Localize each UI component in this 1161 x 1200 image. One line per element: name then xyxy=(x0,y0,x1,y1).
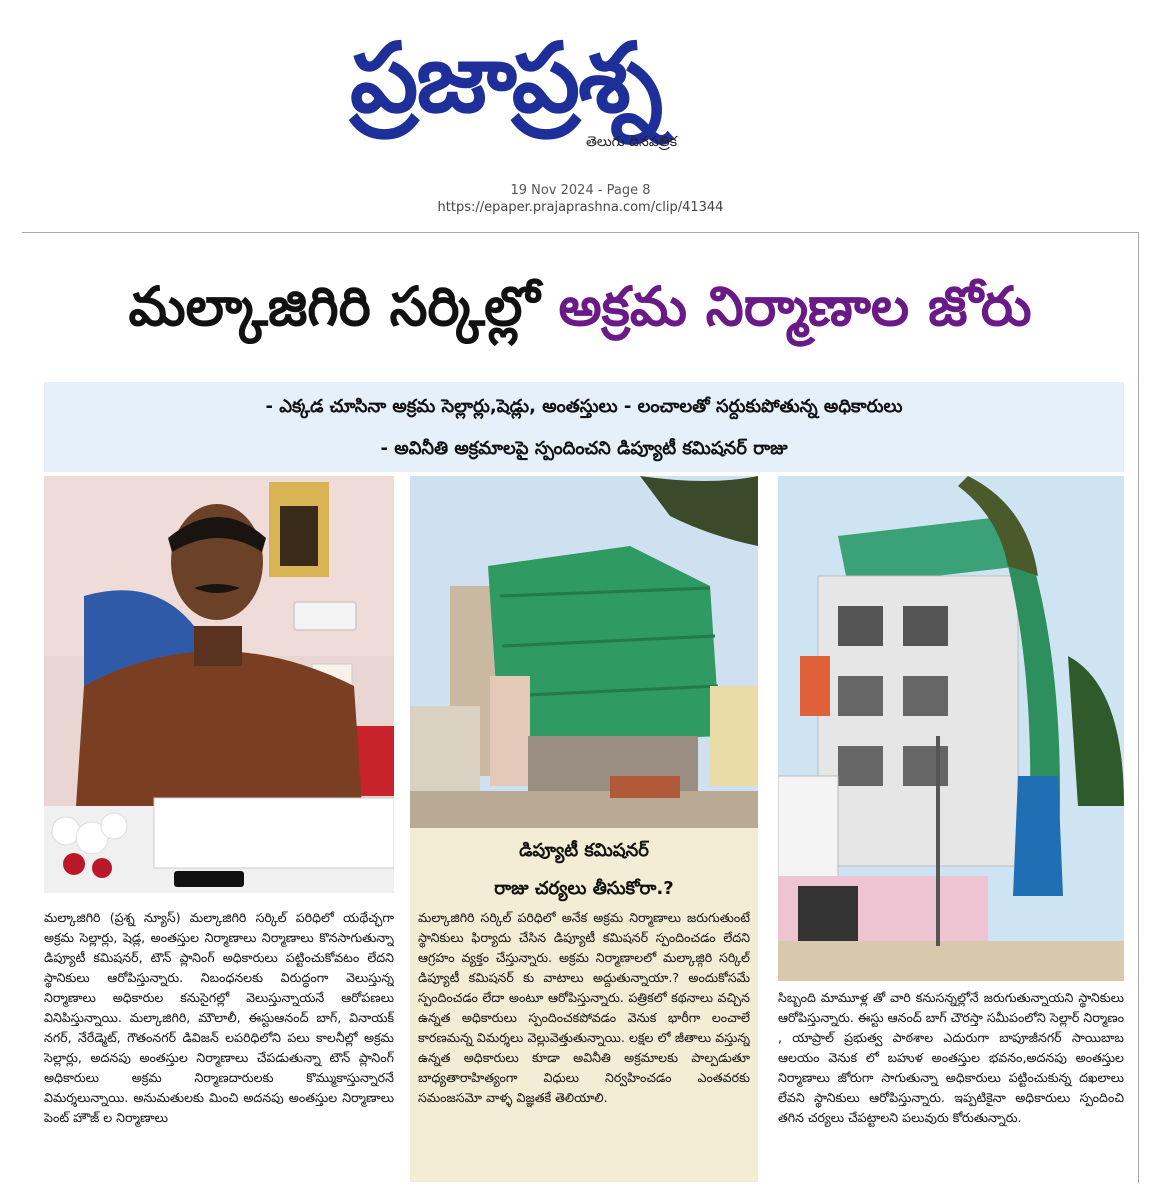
article-column-1: మల్కాజిగిరి (ప్రశ్న న్యూస్) మల్కాజిగిరి సర్కిల్ పరిధిలో యథేచ్ఛగా అక్రమ సెల్లార్లు, షెడ్ల, అంతస్తుల నిర్మాణాలు నిర్మాణాలు కొనసాగుతున్నా డిప్యూటీ కమిషనర్, టౌన్ ప్లానింగ్ అధికారులు పట్టించుకోవటం లేదని స్థానికులు ఆరోపిస్తున్నారు. నిబంధనలకు విరుద్ధంగా వెలుస్తున్న నిర్మాణాలు అధికారుల కనుసైగల్లో వెలుస్తున్నాయనే ఆరోపణలు వినిపిస్తున్నాయి. మల్కాజిగిరి, మౌలాలీ, ఈస్టుఆనంద్ బాగ్, వినాయక్ నగర్, నేరేడ్మెట్, గౌతంనగర్ డివిజన్ లపరిధిలోని పలు కాలనీల్లో అక్రమ సెల్లార్లు, అదనపు అంతస్తుల నిర్మాణాలు చేపడుతున్నా టౌన్ ప్లానింగ్ అధికారులు అక్రమ నిర్మాణదారులకు కొమ్ముకాస్తున్నారనే విమర్శలున్నాయి. అనుమతులకు మించి అదనపు అంతస్తుల నిర్మాణాలు పెంట్ హౌజ్ ల నిర్మాణాలు xyxy=(44,910,394,1125)
subhead-1: - ఎక్కడ చూసినా అక్రమ సెల్లార్లు,షెడ్లు, అంతస్తులు - లంచాలతో సర్దుకుపోతున్న అధికారులు xyxy=(265,396,903,417)
clip-url[interactable]: https://epaper.prajaprashna.com/clip/41344 xyxy=(437,200,724,215)
caption-line-2: రాజు చర్యలు తీసుకోరా.? xyxy=(494,878,674,899)
photo-building-2 xyxy=(778,476,1124,981)
subhead-2: - అవినీతి అక్రమాలపై స్పందించని డిప్యూటీ కమిషనర్ రాజు xyxy=(380,438,788,459)
subhead-box xyxy=(44,382,1124,472)
photo-officer-image xyxy=(44,476,394,893)
masthead xyxy=(0,0,1161,175)
newspaper-logo xyxy=(350,18,810,148)
caption-box xyxy=(410,828,758,920)
logo-subtitle: తెలుగు దినపత్రిక xyxy=(586,134,678,150)
headline xyxy=(22,262,1138,352)
logo-title: ప్రజాప్రశ్న xyxy=(350,21,662,134)
article-column-3: సిబ్బంది మామూళ్ల తో వారి కనుసన్నల్లోనే జరుగుతున్నాయని స్థానికులు ఆరోపిస్తున్నారు. ఈస్టు ఆనంద్ బాగ్ చౌరస్తా సమీపంలోని సెల్లార్ నిర్మాణం , యాప్రాల్ ప్రభుత్వ పాఠశాల ఎదురుగా బాపూజీనగర్ సాయిబాబ ఆలయం వెనుక లో బహుళ అంతస్తుల భవనం,అదనపు అంతస్తుల నిర్మాణాలు జోరుగా సాగుతున్నా అధికారులు పట్టించుకున్న దఖలాలు లేవని స్థానికులు ఆరోపిస్తున్నారు. ఇప్పటికైనా అధికారులు స్పందించి తగిన చర్యలు చేపట్టాలని పలువురు కోరుతున్నారు. xyxy=(778,990,1124,1125)
headline-part-1: మల్కాజిగిరి సర్కిల్లో xyxy=(128,275,540,338)
photo-building-1-image xyxy=(410,476,758,828)
photo-building-2-image xyxy=(778,476,1124,981)
article-column-2: మల్కాజిగిరి సర్కిల్ పరిధిలో అనేక అక్రమ నిర్మాణాలు జరుగుతుంటే స్థానికులు ఫిర్యాదు చేసిన డిప్యూటీ కమిషనర్ స్పందించడం లేదని ఆగ్రహం వ్యక్తం చేస్తున్నారు. అక్రమ నిర్మాణాలలో మల్కాజ్గిరి సర్కిల్ డిప్యూటీ కమిషనర్ కు వాటాలు అద్దుతున్నాయా.? అందుకోసమే స్పందించడం లేదా అంటూ ఆరోపిస్తున్నారు. పత్రికలో కథనాలు వచ్చిన ఉన్నత అధికారులు స్పందించకపోవడం వెనుక భారీగా లంచాలే కారణమన్న విమర్శలు వెల్లువెత్తుతున్నాయి. లక్షల లో జీతాలు వస్తున్న ఉన్నత అధికారులు కూడా అవినీతి అక్రమాలకు పాల్పడుతూ బాధ్యతారాహిత్యంగా విధులు నిర్వహించడం ఎంతవరకు సమంజసమో వాళ్ళ విజ్ఞతకే తెలియాలి. xyxy=(418,910,750,1105)
photo-building-1 xyxy=(410,476,758,828)
photo-officer xyxy=(44,476,394,893)
caption-line-1: డిప్యూటీ కమిషనర్ xyxy=(519,840,649,861)
dateline: 19 Nov 2024 - Page 8 xyxy=(510,183,651,198)
headline-part-2: అక్రమ నిర్మాణాల జోరు xyxy=(558,275,1032,338)
